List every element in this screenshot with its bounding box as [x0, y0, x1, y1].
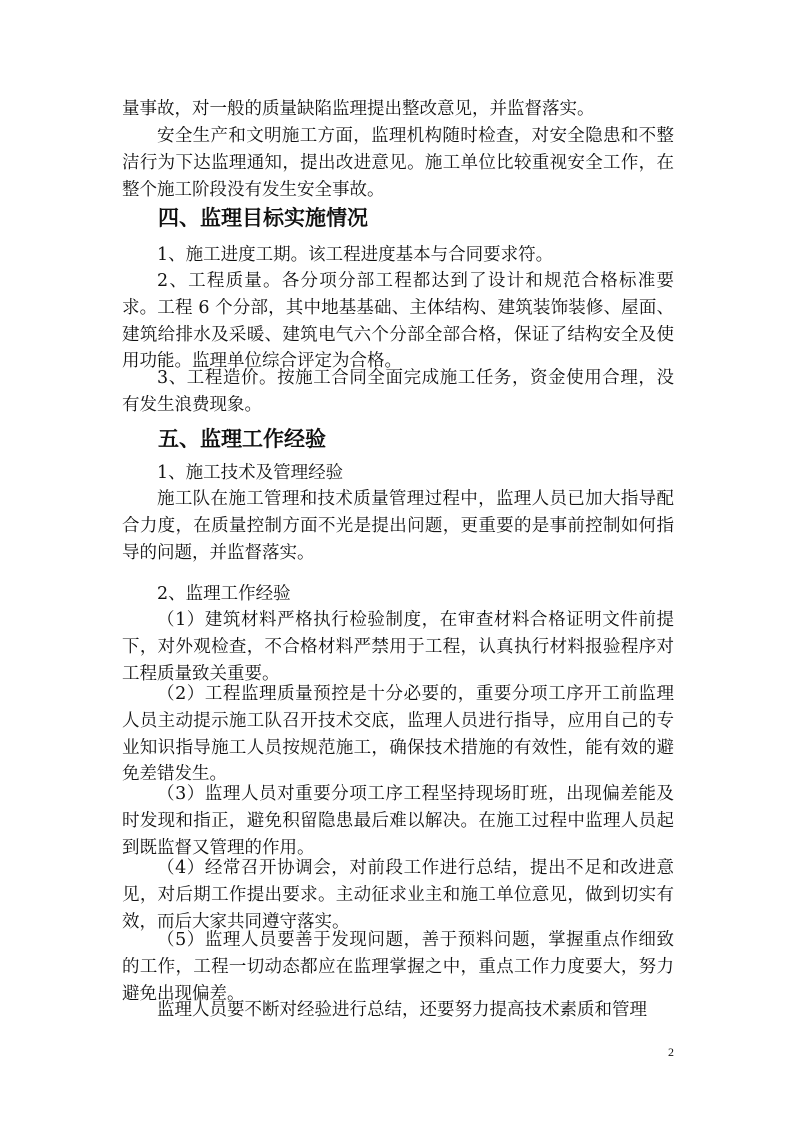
paragraph-item-1: （1）建筑材料严格执行检验制度，在审查材料合格证明文件前提下，对外观检查，不合格材料严禁用于工程，认真执行材料报验程序对工程质量致关重要。 [122, 610, 674, 684]
paragraph-schedule: 1、施工进度工期。该工程进度基本与合同要求符。 [157, 245, 554, 265]
subheading-supervision-experience: 2、监理工作经验 [157, 584, 291, 604]
paragraph-item-4: （4）经常召开协调会，对前段工作进行总结，提出不足和改进意见，对后期工作提出要求。主动征求业主和施工单位意见，做到切实有效，而后大家共同遵守落实。 [122, 858, 674, 932]
paragraph-technical-management: 施工队在施工管理和技术质量管理过程中，监理人员已加大指导配合力度，在质量控制方面不光是提出问题，更重要的是事前控制如何指导的问题，并监督落实。 [122, 489, 674, 563]
paragraph-closing: 监理人员要不断对经验进行总结，还要努力提高技术素质和管理 [157, 1000, 647, 1020]
paragraph-quality: 2、工程质量。各分项分部工程都达到了设计和规范合格标准要求。工程 6 个分部，其中地基基础、主体结构、建筑装饰装修、屋面、建筑给排水及采暖、建筑电气六个分部全部合格，保证了结构安全及使用功能。监理单位综合评定为合格。 [122, 271, 674, 372]
paragraph-cost: 3、工程造价。按施工合同全面完成施工任务，资金使用合理，没有发生浪费现象。 [122, 368, 674, 415]
paragraph-item-3: （3）监理人员对重要分项工序工程坚持现场盯班，出现偏差能及时发现和指正，避免积留隐患最后难以解决。在施工过程中监理人员起到既监督又管理的作用。 [122, 784, 674, 858]
subheading-technical-management: 1、施工技术及管理经验 [157, 463, 344, 483]
heading-section-5: 五、监理工作经验 [158, 426, 326, 451]
paragraph-item-2: （2）工程监理质量预控是十分必要的，重要分项工序开工前监理人员主动提示施工队召开技术交底，监理人员进行指导，应用自己的专业知识指导施工人员按规范施工，确保技术措施的有效性，能有效的避免差错发生。 [122, 684, 674, 785]
page-number: 2 [668, 1045, 674, 1059]
heading-section-4: 四、监理目标实施情况 [158, 205, 368, 230]
paragraph-safety-production: 安全生产和文明施工方面，监理机构随时检查，对安全隐患和不整洁行为下达监理通知，提出改进意见。施工单位比较重视安全工作，在整个施工阶段没有发生安全事故。 [122, 126, 674, 200]
paragraph-item-5: （5）监理人员要善于发现问题，善于预料问题，掌握重点作细致的工作，工程一切动态都应在监理掌握之中，重点工作力度要大，努力避免出现偏差。 [122, 930, 674, 1004]
paragraph-quality-accident: 量事故，对一般的质量缺陷监理提出整改意见，并监督落实。 [122, 99, 595, 119]
